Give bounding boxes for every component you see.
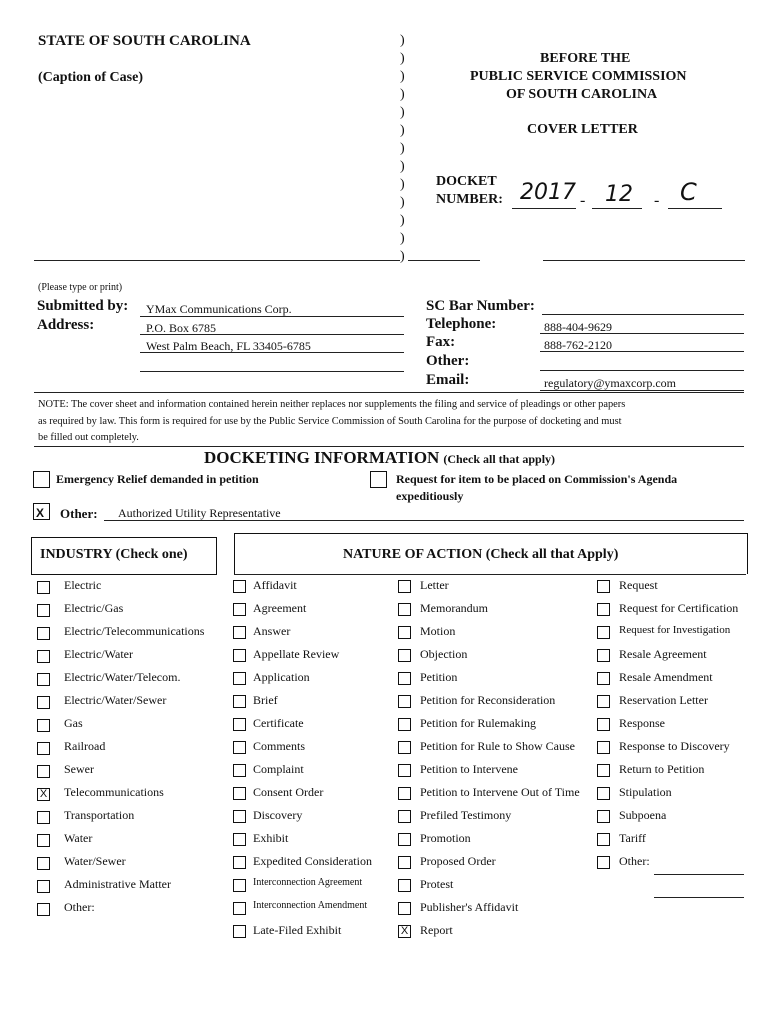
fax-line [540,351,744,352]
nature-option: Proposed Order [420,854,496,868]
sc-bar-line [542,314,744,315]
nature-other-line-1 [654,874,744,875]
industry-checkbox[interactable] [37,811,50,824]
nature-checkbox[interactable] [597,672,610,685]
nature-checkbox[interactable] [233,925,246,938]
nature-option: Brief [253,693,278,707]
industry-option: Sewer [64,762,94,776]
other-contact-label: Other: [426,353,470,369]
industry-checkbox[interactable] [37,834,50,847]
industry-check-mark: X [39,788,48,800]
industry-checkbox[interactable] [37,903,50,916]
emergency-relief-checkbox[interactable] [33,471,50,488]
nature-checkbox[interactable] [398,810,411,823]
nature-option: Stipulation [619,785,672,799]
nature-checkbox[interactable] [233,718,246,731]
nature-checkbox[interactable] [233,580,246,593]
caption-of-case: (Caption of Case) [38,70,143,85]
email-value: regulatory@ymaxcorp.com [544,376,677,390]
nature-option: Consent Order [253,785,324,799]
header-right-line-2 [543,260,745,261]
nature-checkbox[interactable] [398,695,411,708]
industry-option: Transportation [64,808,135,822]
nature-checkbox[interactable] [398,649,411,662]
nature-option: Interconnection Agreement [253,877,363,888]
industry-option: Electric/Water [64,647,133,661]
nature-option: Discovery [253,808,303,822]
nature-option: Agreement [253,601,307,615]
nature-option: Objection [420,647,468,661]
before-line-3: OF SOUTH CAROLINA [506,87,658,102]
nature-other-line-2 [654,897,744,898]
cover-letter-title: COVER LETTER [527,122,638,137]
docket-code-line [668,208,722,209]
nature-option: Tariff [619,831,646,845]
nature-option: Affidavit [253,578,297,592]
docket-label-1: DOCKET [436,174,497,189]
nature-option: Comments [253,739,306,753]
nature-checkbox[interactable] [398,672,411,685]
nature-header-rule [234,574,746,575]
email-line [540,390,744,391]
nature-option: Resale Amendment [619,670,713,684]
address-line-3-rule [140,371,404,372]
address-line-2-rule [140,352,404,353]
industry-option: Water [64,831,93,845]
nature-option: Interconnection Amendment [253,900,368,911]
industry-option: Electric/Telecommunications [64,624,205,638]
agenda-request-checkbox[interactable] [370,471,387,488]
submitted-by-value: YMax Communications Corp. [146,302,292,316]
docket-number: 12 [605,182,633,207]
nature-checkbox[interactable] [233,695,246,708]
nature-checkbox[interactable] [233,603,246,616]
submitter-bottom-rule [34,392,744,393]
nature-option: Response [619,716,665,730]
address-line-2: West Palm Beach, FL 33405-6785 [146,339,311,353]
docketing-heading: DOCKETING INFORMATION (Check all that apply) [204,448,556,467]
nature-option: Request for Certification [619,601,739,615]
docket-year-line [512,208,576,209]
industry-checkbox[interactable] [37,880,50,893]
industry-checkbox[interactable] [37,742,50,755]
nature-checkbox[interactable] [398,856,411,869]
nature-option: Request for Investigation [619,624,731,636]
nature-checkbox[interactable] [398,833,411,846]
telephone-line [540,333,744,334]
nature-checkbox[interactable] [398,603,411,616]
docket-label-2: NUMBER: [436,192,503,207]
other-docketing-label: Other: [60,506,98,521]
docket-code: C [680,178,697,206]
email-label: Email: [426,372,470,388]
nature-option: Report [420,923,453,937]
note-line-3: be filled out completely. [38,432,139,443]
header-right-line-1 [408,260,480,261]
nature-option: Prefiled Testimony [420,808,512,822]
nature-checkbox[interactable] [597,603,610,616]
nature-option: Application [253,670,310,684]
nature-option: Request [619,578,658,592]
nature-checkbox[interactable] [597,580,610,593]
other-docketing-line [104,520,744,521]
submitted-by-label: Submitted by: [37,298,129,314]
industry-option: Railroad [64,739,106,753]
sc-bar-label: SC Bar Number: [426,298,535,314]
industry-option: Gas [64,716,83,730]
nature-option: Petition to Intervene Out of Time [420,785,580,799]
nature-option: Motion [420,624,456,638]
industry-checkbox[interactable] [37,581,50,594]
industry-title: INDUSTRY (Check one) [40,547,188,562]
nature-option: Petition for Rule to Show Cause [420,739,575,753]
industry-checkbox[interactable] [37,857,50,870]
nature-option: Expedited Consideration [253,854,372,868]
nature-option: Late-Filed Exhibit [253,923,342,937]
please-type-or-print: (Please type or print) [38,282,123,293]
nature-checkbox[interactable] [233,902,246,915]
nature-option: Petition for Rulemaking [420,716,536,730]
address-line-1-rule [140,334,404,335]
industry-option: Electric [64,578,102,592]
other-docketing-value: Authorized Utility Representative [118,506,281,520]
before-line-1: BEFORE THE [540,51,631,66]
nature-header-box [234,533,748,574]
nature-checkbox[interactable] [597,695,610,708]
nature-option: Other: [619,854,650,868]
address-line-1: P.O. Box 6785 [146,321,217,335]
nature-checkbox[interactable] [233,856,246,869]
nature-title: NATURE OF ACTION (Check all that Apply) [343,547,619,562]
agenda-request-label-1: Request for item to be placed on Commission's Agenda [396,472,678,486]
nature-checkbox[interactable] [398,764,411,777]
nature-checkbox[interactable] [398,626,411,639]
nature-checkbox[interactable] [597,718,610,731]
nature-option: Resale Agreement [619,647,707,661]
before-line-2: PUBLIC SERVICE COMMISSION [470,69,687,84]
industry-option: Water/Sewer [64,854,126,868]
note-bottom-rule [34,446,744,447]
nature-checkbox[interactable] [398,879,411,892]
nature-option: Answer [253,624,291,638]
address-label: Address: [37,317,95,333]
nature-checkbox[interactable] [597,856,610,869]
nature-option: Letter [420,578,449,592]
docket-dash-1: - [580,192,586,209]
other-contact-line [540,370,744,371]
industry-option: Other: [64,900,95,914]
nature-checkbox[interactable] [398,580,411,593]
nature-option: Exhibit [253,831,289,845]
nature-checkbox[interactable] [597,649,610,662]
industry-checkbox[interactable] [37,627,50,640]
nature-checkbox[interactable] [233,672,246,685]
nature-checkbox[interactable] [398,902,411,915]
nature-checkbox[interactable] [597,833,610,846]
industry-checkbox[interactable] [37,673,50,686]
caption-line [34,260,400,261]
industry-option: Electric/Gas [64,601,124,615]
nature-checkbox[interactable] [398,741,411,754]
industry-option: Electric/Water/Sewer [64,693,167,707]
nature-checkbox[interactable] [233,810,246,823]
nature-checkbox[interactable] [233,741,246,754]
nature-checkbox[interactable] [398,787,411,800]
nature-option: Response to Discovery [619,739,730,753]
docket-number-line [592,208,642,209]
telephone-value: 888-404-9629 [544,320,612,334]
industry-checkbox[interactable] [37,765,50,778]
nature-checkbox[interactable] [233,764,246,777]
nature-option: Protest [420,877,454,891]
industry-checkbox[interactable] [37,696,50,709]
docket-year: 2017 [520,180,576,205]
industry-checkbox[interactable] [37,719,50,732]
docket-dash-2: - [654,192,660,209]
nature-option: Publisher's Affidavit [420,900,519,914]
nature-checkbox[interactable] [597,810,610,823]
emergency-relief-label: Emergency Relief demanded in petition [56,472,259,486]
note-line-2: as required by law. This form is required for use by the Public Service Commission of South Carolina for the purpose of docketing and must [38,416,622,427]
nature-option: Certificate [253,716,304,730]
nature-option: Petition to Intervene [420,762,518,776]
nature-option: Appellate Review [253,647,340,661]
nature-checkbox[interactable] [233,649,246,662]
industry-checkbox[interactable] [37,650,50,663]
industry-header-box [31,537,217,575]
fax-value: 888-762-2120 [544,338,612,352]
telephone-label: Telephone: [426,316,497,332]
nature-option: Petition [420,670,458,684]
nature-option: Subpoena [619,808,667,822]
nature-checkbox[interactable] [597,787,610,800]
industry-option: Administrative Matter [64,877,171,891]
fax-label: Fax: [426,334,456,350]
nature-checkbox[interactable] [597,764,610,777]
nature-checkbox[interactable] [233,879,246,892]
nature-checkbox[interactable] [398,718,411,731]
nature-check-mark: X [400,925,409,937]
other-docketing-mark: X [36,506,45,520]
nature-checkbox[interactable] [597,741,610,754]
state-heading: STATE OF SOUTH CAROLINA [38,33,251,49]
industry-option: Telecommunications [64,785,164,799]
submitted-by-line [140,316,404,317]
nature-checkbox[interactable] [233,787,246,800]
nature-checkbox[interactable] [597,626,610,639]
industry-option: Electric/Water/Telecom. [64,670,181,684]
nature-option: Complaint [253,762,304,776]
nature-option: Memorandum [420,601,488,615]
nature-option: Reservation Letter [619,693,708,707]
nature-option: Return to Petition [619,762,705,776]
nature-checkbox[interactable] [233,626,246,639]
agenda-request-label-2: expeditiously [396,489,464,503]
industry-checkbox[interactable] [37,604,50,617]
nature-option: Petition for Reconsideration [420,693,556,707]
nature-option: Promotion [420,831,471,845]
note-line-1: NOTE: The cover sheet and information contained herein neither replaces nor supplements the filing and service of pleadings or other papers [38,399,626,410]
nature-checkbox[interactable] [233,833,246,846]
